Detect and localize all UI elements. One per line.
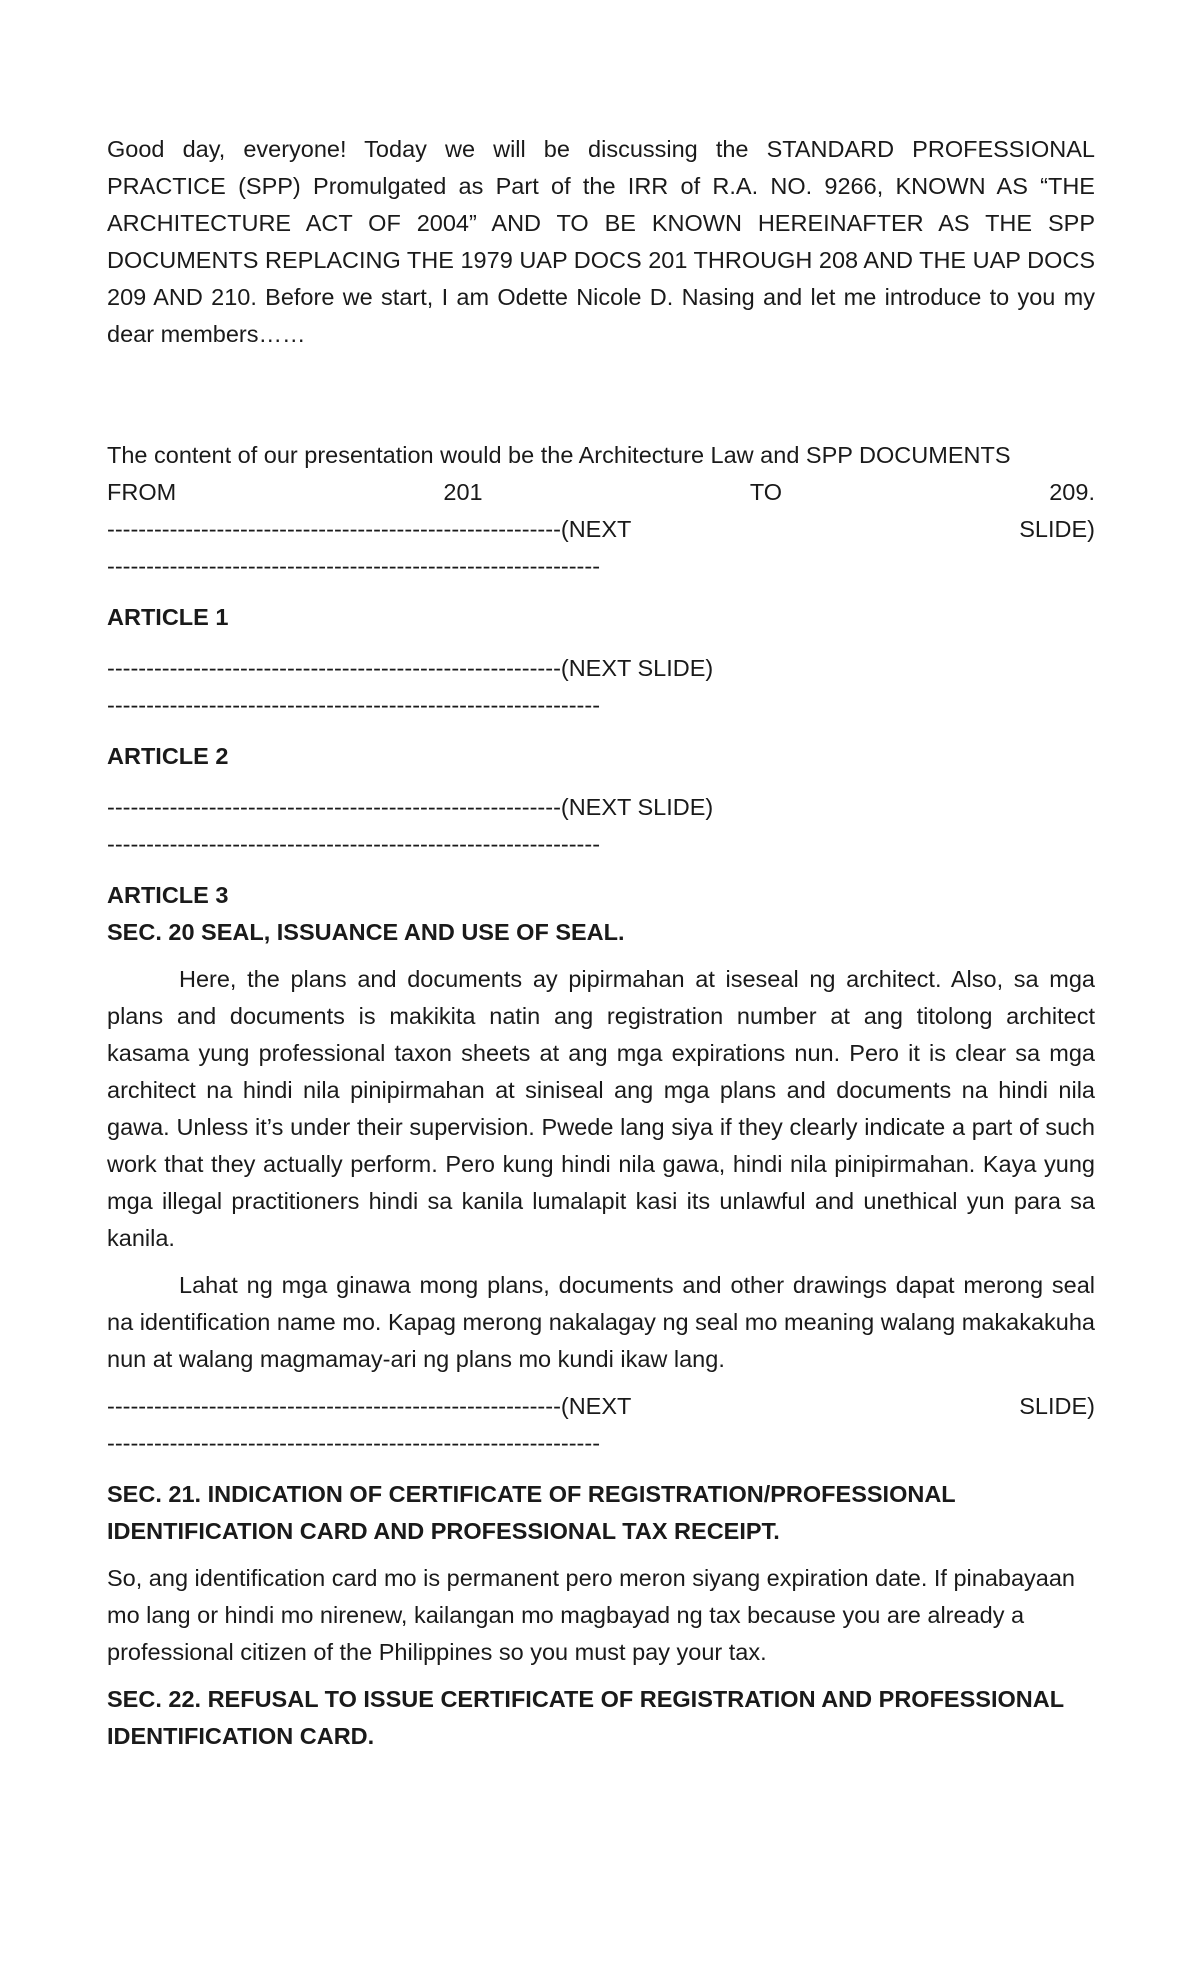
- article-3-heading: ARTICLE 3: [107, 882, 229, 908]
- article-2-heading: ARTICLE 2: [107, 743, 229, 769]
- content-paragraph: The content of our presentation would be the Architecture Law and SPP DOCUMENTS: [107, 442, 1011, 468]
- article-1-heading: ARTICLE 1: [107, 604, 229, 630]
- sec-20-paragraph-2: Lahat ng mga ginawa mong plans, documents and other drawings dapat merong seal na identification name mo. Kapag merong nakalagay ng seal mo meaning walang makakakuha nun at walang magmamay-ari ng plans mo kundi ikaw lang.: [107, 1272, 1095, 1372]
- next-slide-divider: [107, 511, 1095, 548]
- divider-trail: ---------------------------------------------------------------: [107, 831, 601, 857]
- next-slide-divider: ----------------------------------------------------------(NEXT SLIDE): [107, 655, 714, 681]
- sec-22-heading: SEC. 22. REFUSAL TO ISSUE CERTIFICATE OF REGISTRATION AND PROFESSIONAL IDENTIFICATION CARD.: [107, 1686, 1064, 1749]
- sec-20-paragraph-1: Here, the plans and documents ay pipirmahan at iseseal ng architect. Also, sa mga plans and documents is makikita natin ang registration number at ang titolong architect kasama yung professional taxon sheets at ang mga expirations nun. Pero it is clear sa mga architect na hindi nila pinipirmahan at siniseal ang mga plans and documents na hindi nila gawa. Unless it’s under their supervision. Pwede lang siya if they clearly indicate a part of such work that they actually perform. Pero kung hindi nila gawa, hindi nila pinipirmahan. Kaya yung mga illegal practitioners hindi sa kanila lumalapit kasi its unlawful and unethical yun para sa kanila.: [107, 966, 1095, 1251]
- document-page: [107, 131, 1095, 1755]
- divider-lead: ----------------------------------------------------------(NEXT: [107, 1393, 632, 1419]
- divider-lead: ----------------------------------------------------------(NEXT: [107, 516, 632, 542]
- to-number: 209.: [1049, 479, 1095, 505]
- divider-trail: ---------------------------------------------------------------: [107, 1430, 601, 1456]
- divider-slide: SLIDE): [1019, 1393, 1095, 1419]
- next-slide-divider: [107, 1388, 1095, 1425]
- intro-paragraph: Good day, everyone! Today we will be discussing the STANDARD PROFESSIONAL PRACTICE (SPP) Promulgated as Part of the IRR of R.A. NO. 9266, KNOWN AS “THE ARCHITECTURE ACT OF 2004” AND TO BE KNOWN HEREINAFTER AS THE SPP DOCUMENTS REPLACING THE 1979 UAP DOCS 201 THROUGH 208 AND THE UAP DOCS 209 AND 210. Before we start, I am Odette Nicole D. Nasing and let me introduce to you my dear members……: [107, 136, 1095, 347]
- from-number: 201: [443, 479, 483, 505]
- next-slide-divider: ----------------------------------------------------------(NEXT SLIDE): [107, 794, 714, 820]
- content-range-line: [107, 474, 1095, 511]
- sec-20-heading: SEC. 20 SEAL, ISSUANCE AND USE OF SEAL.: [107, 919, 625, 945]
- sec-21-paragraph: So, ang identification card mo is permanent pero meron siyang expiration date. If pinabayaan mo lang or hindi mo nirenew, kailangan mo magbayad ng tax because you are already a professional citizen of the Philippines so you must pay your tax.: [107, 1565, 1075, 1665]
- divider-trail: ---------------------------------------------------------------: [107, 553, 601, 579]
- from-word: FROM: [107, 479, 177, 505]
- divider-slide: SLIDE): [1019, 516, 1095, 542]
- to-word: TO: [749, 479, 783, 505]
- divider-trail: ---------------------------------------------------------------: [107, 692, 601, 718]
- sec-21-heading: SEC. 21. INDICATION OF CERTIFICATE OF REGISTRATION/PROFESSIONAL IDENTIFICATION CARD AND PROFESSIONAL TAX RECEIPT.: [107, 1481, 956, 1544]
